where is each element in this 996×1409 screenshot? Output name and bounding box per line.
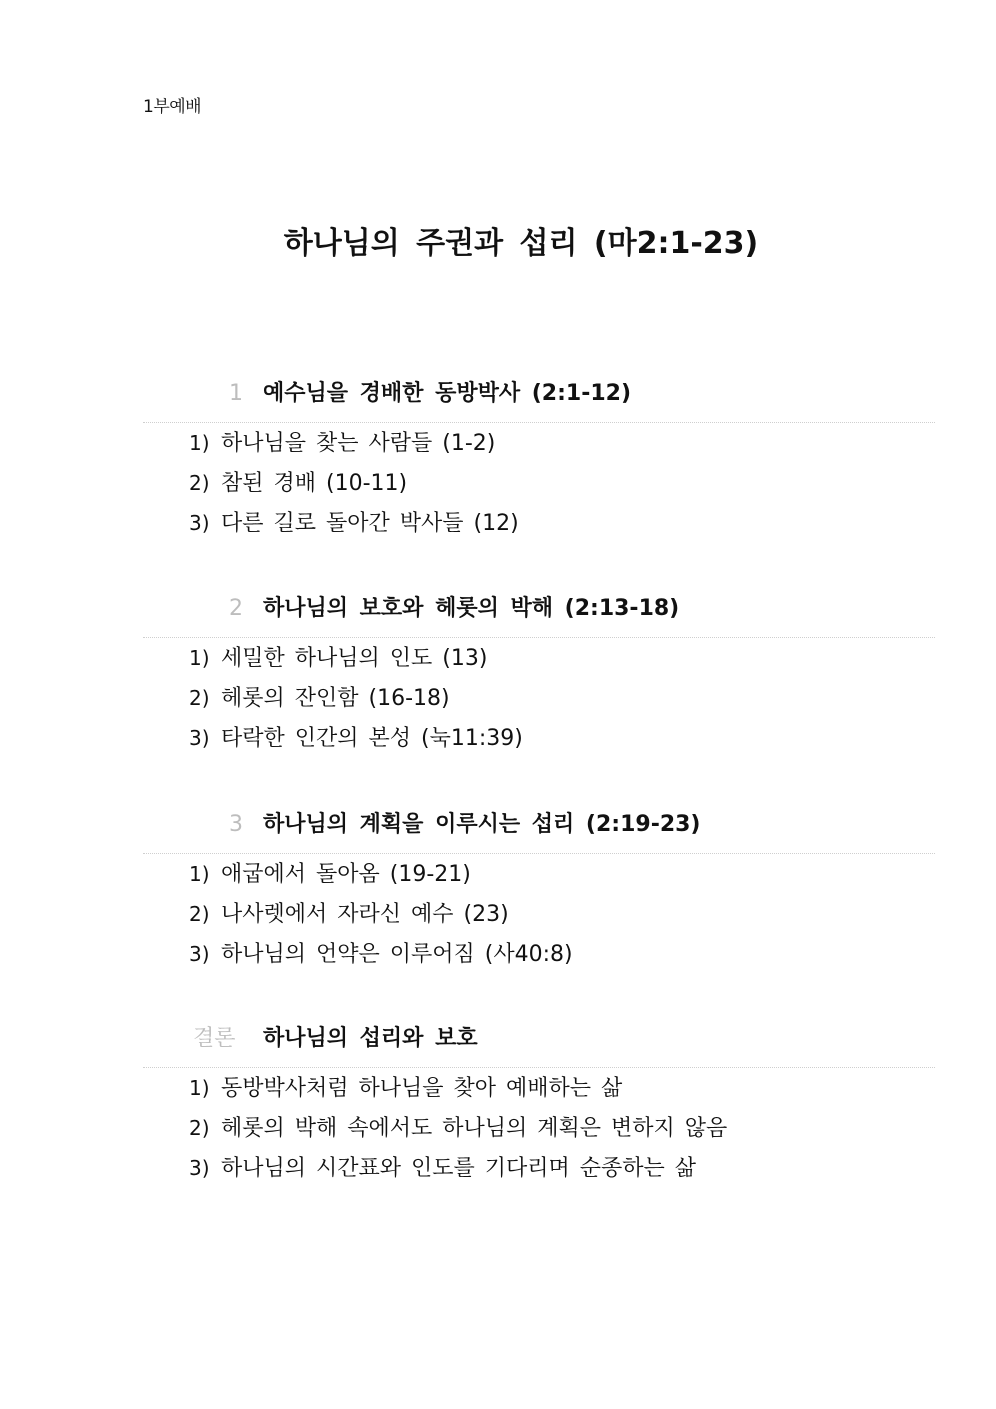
outline-list: [189, 1068, 981, 1188]
section-header: [143, 1023, 935, 1068]
item-text: 세밀한 하나님의 인도 (13): [221, 646, 488, 671]
outline-item: [189, 1108, 981, 1148]
section-1: [143, 378, 935, 543]
section-conclusion: [143, 1023, 935, 1188]
item-text: 다른 길로 돌아간 박사들 (12): [221, 511, 519, 536]
section-header: [143, 593, 935, 638]
item-text: 동방박사처럼 하나님을 찾아 예배하는 삶: [221, 1076, 623, 1101]
service-label: 1부예배: [143, 97, 202, 117]
section-3: [143, 809, 935, 974]
item-text: 헤롯의 박해 속에서도 하나님의 계획은 변하지 않음: [221, 1116, 728, 1141]
item-text: 하나님의 언약은 이루어짐 (사40:8): [221, 942, 573, 967]
outline-item: [189, 894, 981, 934]
item-text: 애굽에서 돌아옴 (19-21): [221, 862, 471, 887]
outline-item: [189, 503, 981, 543]
item-number: 3): [189, 942, 210, 966]
section-title: 하나님의 섭리와 보호: [263, 1026, 478, 1051]
item-number: 1): [189, 431, 210, 455]
outline-item: [189, 854, 981, 894]
item-number: 3): [189, 511, 210, 535]
section-header: [143, 378, 935, 423]
item-number: 2): [189, 1116, 210, 1140]
section-2: [143, 593, 935, 758]
outline-item: [189, 934, 981, 974]
section-number: 3: [229, 812, 243, 837]
section-number: 1: [229, 381, 243, 406]
outline-item: [189, 1148, 981, 1188]
item-number: 1): [189, 646, 210, 670]
item-number: 3): [189, 1156, 210, 1180]
outline-item: [189, 638, 981, 678]
item-text: 하나님의 시간표와 인도를 기다리며 순종하는 삶: [221, 1156, 697, 1181]
item-number: 1): [189, 1076, 210, 1100]
outline-list: [189, 423, 981, 543]
item-number: 2): [189, 686, 210, 710]
section-title: 예수님을 경배한 동방박사 (2:1-12): [263, 381, 632, 406]
item-text: 하나님을 찾는 사람들 (1-2): [221, 431, 496, 456]
item-number: 2): [189, 902, 210, 926]
outline-item: [189, 1068, 981, 1108]
outline-item: [189, 718, 981, 758]
item-text: 나사렛에서 자라신 예수 (23): [221, 902, 509, 927]
outline-list: [189, 638, 981, 758]
item-number: 2): [189, 471, 210, 495]
outline-item: [189, 423, 981, 463]
section-header: [143, 809, 935, 854]
outline-item: [189, 463, 981, 503]
item-text: 헤롯의 잔인함 (16-18): [221, 686, 450, 711]
item-text: 참된 경배 (10-11): [221, 471, 408, 496]
outline-list: [189, 854, 981, 974]
item-number: 3): [189, 726, 210, 750]
section-title: 하나님의 보호와 헤롯의 박해 (2:13-18): [263, 596, 680, 621]
page-title: 하나님의 주권과 섭리 (마2:1-23): [283, 226, 759, 261]
item-number: 1): [189, 862, 210, 886]
section-number: 결론: [193, 1026, 236, 1051]
outline-item: [189, 678, 981, 718]
item-text: 타락한 인간의 본성 (눅11:39): [221, 726, 523, 751]
section-title: 하나님의 계획을 이루시는 섭리 (2:19-23): [263, 812, 701, 837]
section-number: 2: [229, 596, 243, 621]
